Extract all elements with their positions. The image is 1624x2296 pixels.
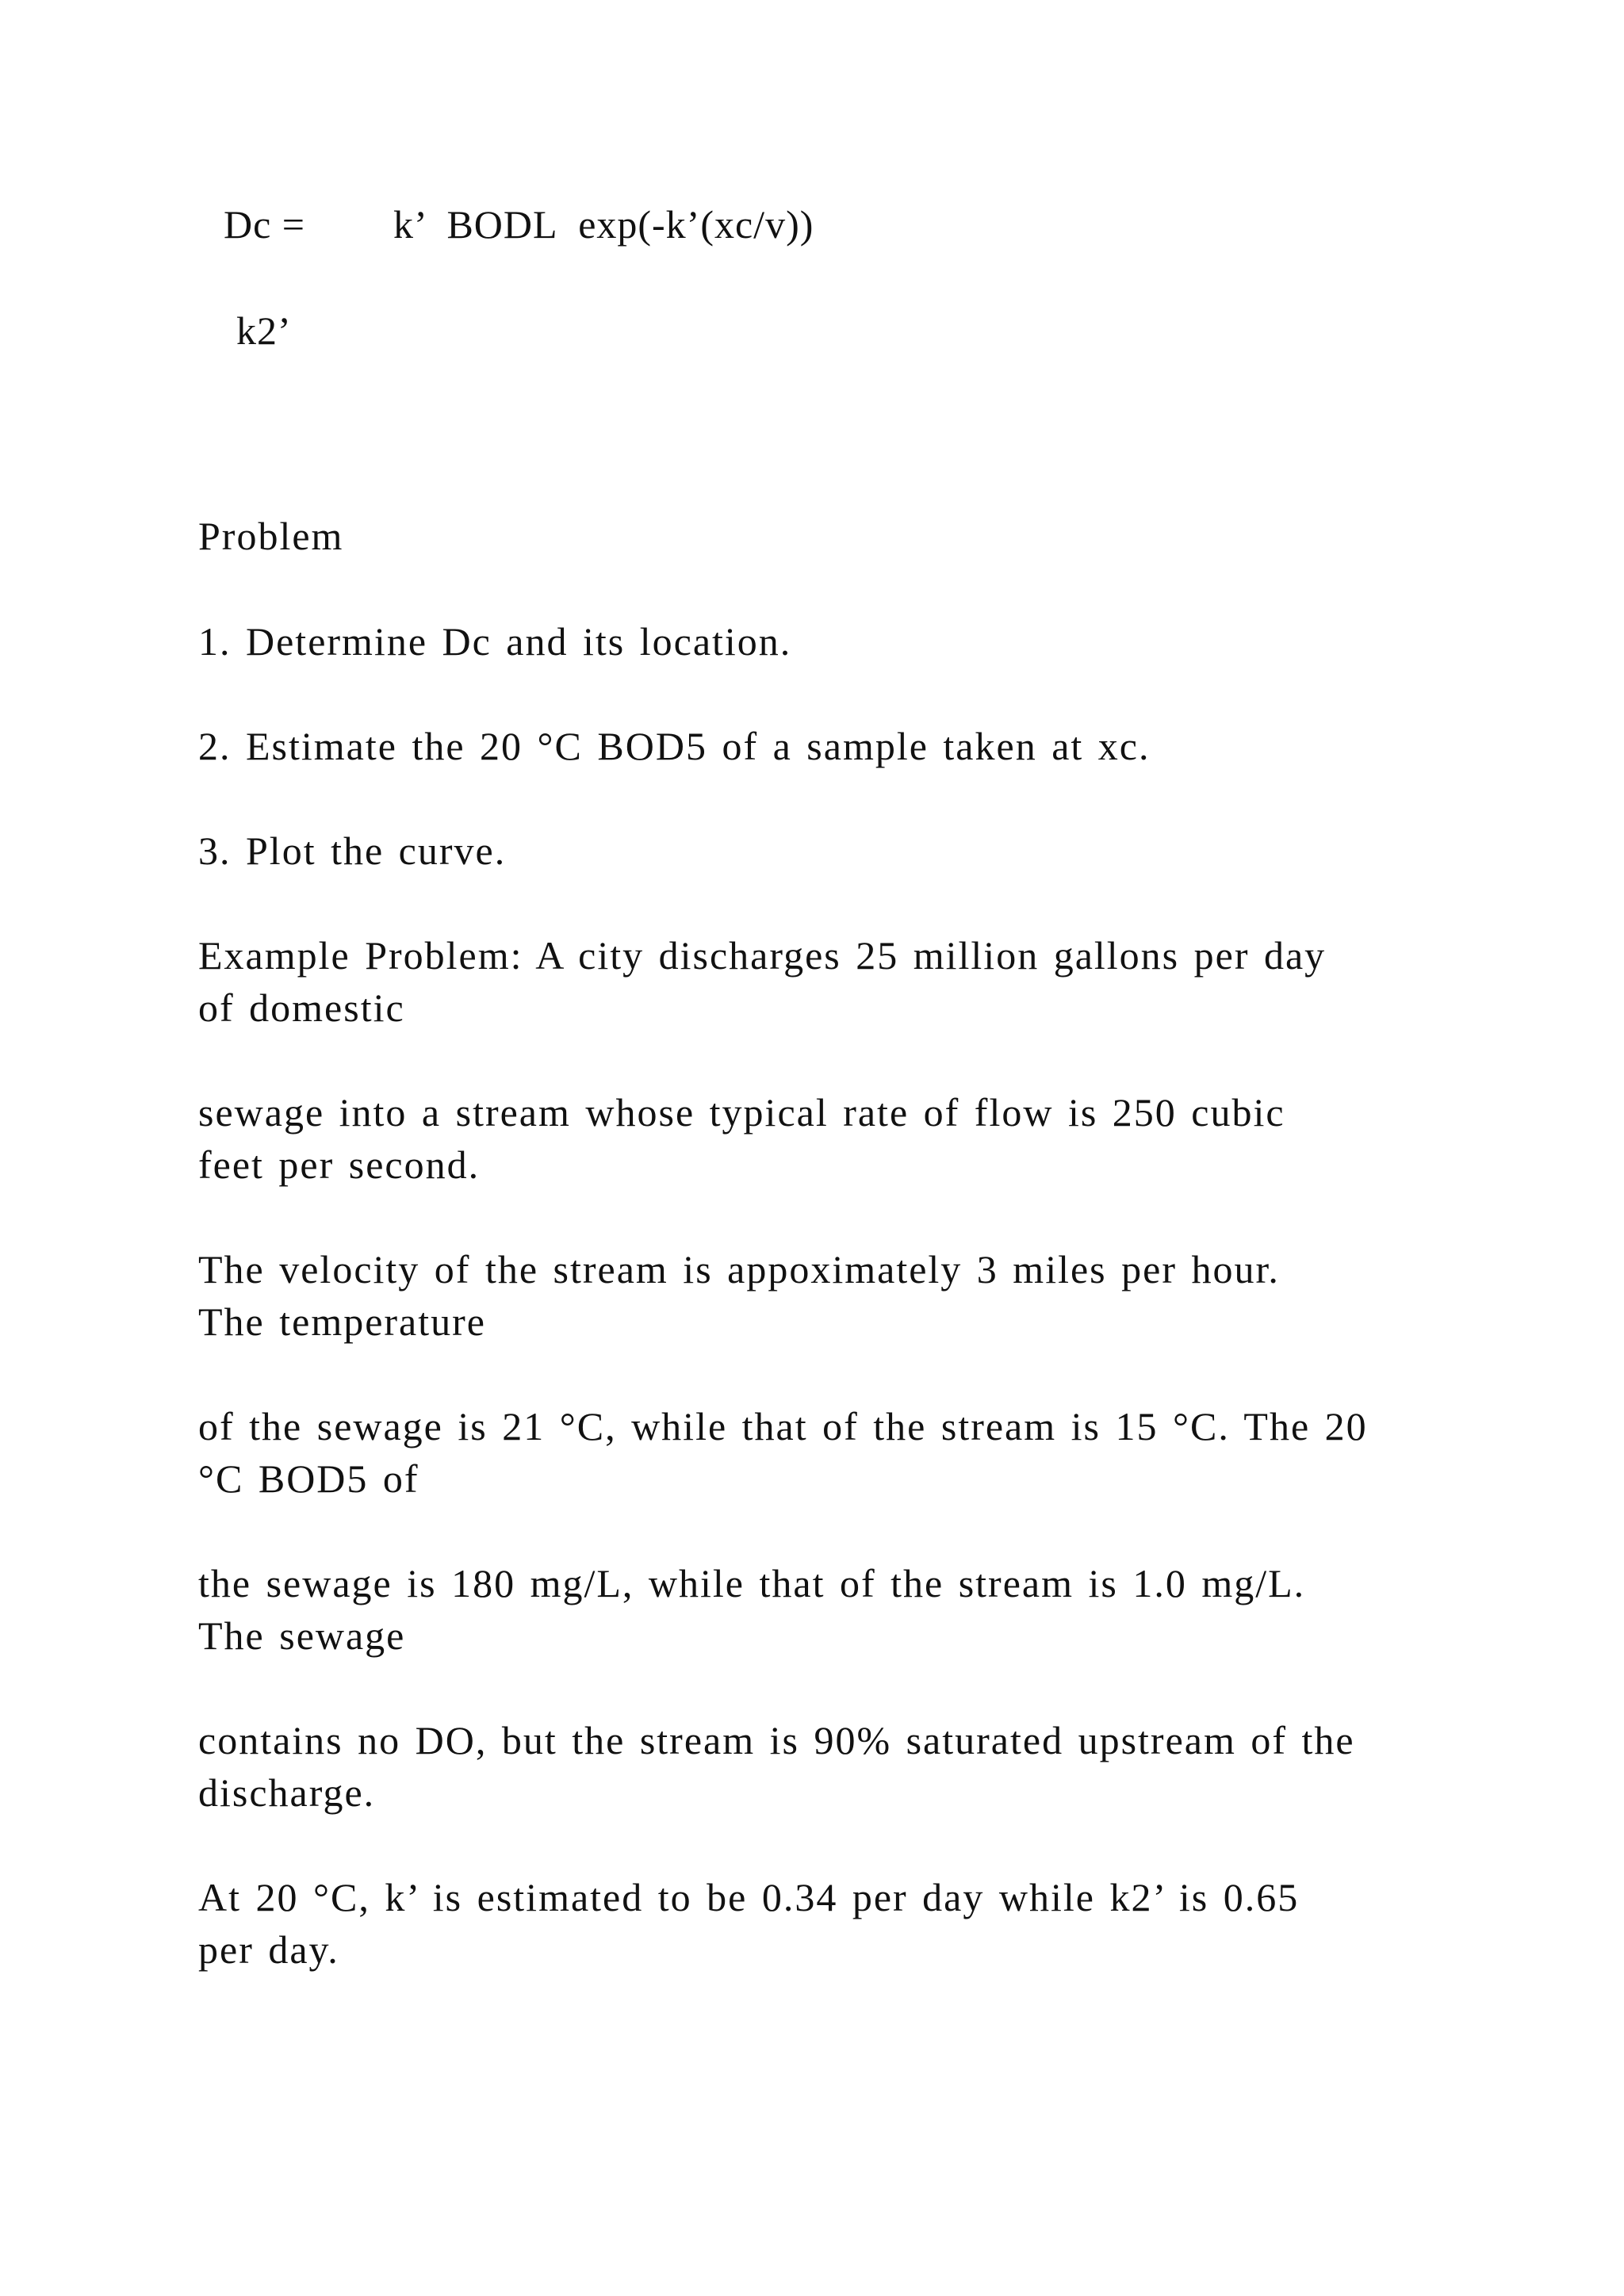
example-paragraph-5 <box>198 1557 1451 1662</box>
paragraph-line: The sewage <box>198 1613 406 1658</box>
problem-item-2: 2. Estimate the 20 °C BOD5 of a sample taken at xc. <box>198 724 1151 768</box>
paragraph-line: The temperature <box>198 1299 486 1344</box>
example-paragraph-3 <box>198 1243 1451 1348</box>
paragraph-line: contains no DO, but the stream is 90% saturated upstream of the <box>198 1718 1355 1762</box>
example-paragraph-1 <box>198 929 1451 1034</box>
paragraph-line: sewage into a stream whose typical rate of flow is 250 cubic <box>198 1090 1285 1135</box>
paragraph-line: The velocity of the stream is appoximately 3 miles per hour. <box>198 1247 1280 1292</box>
formula-denominator: k2’ <box>236 308 292 353</box>
paragraph-line: At 20 °C, k’ is estimated to be 0.34 per day while k2’ is 0.65 <box>198 1875 1300 1919</box>
problem-item-1: 1. Determine Dc and its location. <box>198 619 792 664</box>
problem-heading: Problem <box>198 514 344 558</box>
example-paragraph-2 <box>198 1086 1451 1191</box>
paragraph-line: °C BOD5 of <box>198 1456 419 1501</box>
paragraph-line: discharge. <box>198 1770 376 1815</box>
problem-item-3: 3. Plot the curve. <box>198 828 507 873</box>
paragraph-line: feet per second. <box>198 1142 481 1187</box>
paragraph-line: of the sewage is 21 °C, while that of the stream is 15 °C. The 20 <box>198 1404 1368 1448</box>
example-paragraph-4 <box>198 1400 1451 1505</box>
example-paragraph-7 <box>198 1871 1451 1976</box>
example-paragraph-6 <box>198 1714 1451 1819</box>
formula-lhs: Dc = <box>224 202 305 247</box>
paragraph-line: per day. <box>198 1927 339 1972</box>
paragraph-line: of domestic <box>198 985 405 1030</box>
formula-numerator: k’ BODL exp(-k’(xc/v)) <box>393 202 814 247</box>
paragraph-line: the sewage is 180 mg/L, while that of the stream is 1.0 mg/L. <box>198 1561 1306 1605</box>
paragraph-line: Example Problem: A city discharges 25 million gallons per day <box>198 933 1327 978</box>
formula-row <box>224 197 814 252</box>
